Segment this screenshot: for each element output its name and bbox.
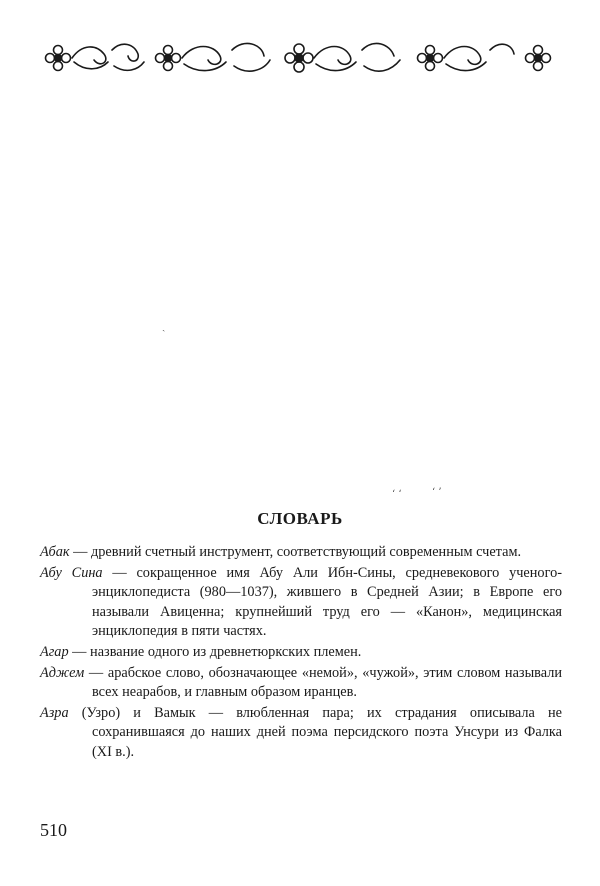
glossary <box>40 543 562 764</box>
floral-border-icon <box>38 36 560 80</box>
entry-term: Абу Сина <box>40 564 103 581</box>
entry-term: Азра <box>40 704 69 721</box>
scan-mark: ˏ <box>162 321 166 332</box>
glossary-entry <box>40 543 562 563</box>
entry-term: Аджем <box>40 664 85 681</box>
entry-definition: — название одного из древнетюркских племен. <box>68 643 362 660</box>
glossary-entry <box>40 704 562 763</box>
entry-definition: — сокращенное имя Абу Али Ибн-Сины, средневекового ученого-энциклопедиста (980—1037), жившего в Средней Азии; в Европе его называли Авиценна; крупнейший труд его — «Канон», медицинская энциклопедия в пяти частях. <box>92 564 562 640</box>
entry-term: Абак <box>40 544 70 560</box>
glossary-entry <box>40 664 562 703</box>
scan-mark: ‘ ’ <box>432 487 442 498</box>
page-title: СЛОВАРЬ <box>257 509 343 528</box>
page-number: 510 <box>40 820 67 840</box>
entry-term: Агар <box>40 643 69 660</box>
glossary-entry <box>40 564 562 642</box>
entry-definition: — древний счетный инструмент, соответствующий современным счетам. <box>69 544 522 560</box>
scan-mark: ‘ ‘ <box>392 489 402 500</box>
entry-definition: (Узро) и Вамык — влюбленная пара; их страдания описывала не сохранившаяся до наших дней поэма персидского поэта Унсури из Фалка (XI в.). <box>68 704 562 760</box>
glossary-entry <box>40 643 562 663</box>
entry-definition: — арабское слово, обозначающее «немой», «чужой», этим словом называли всех неарабов, и главным образом иранцев. <box>84 664 562 701</box>
